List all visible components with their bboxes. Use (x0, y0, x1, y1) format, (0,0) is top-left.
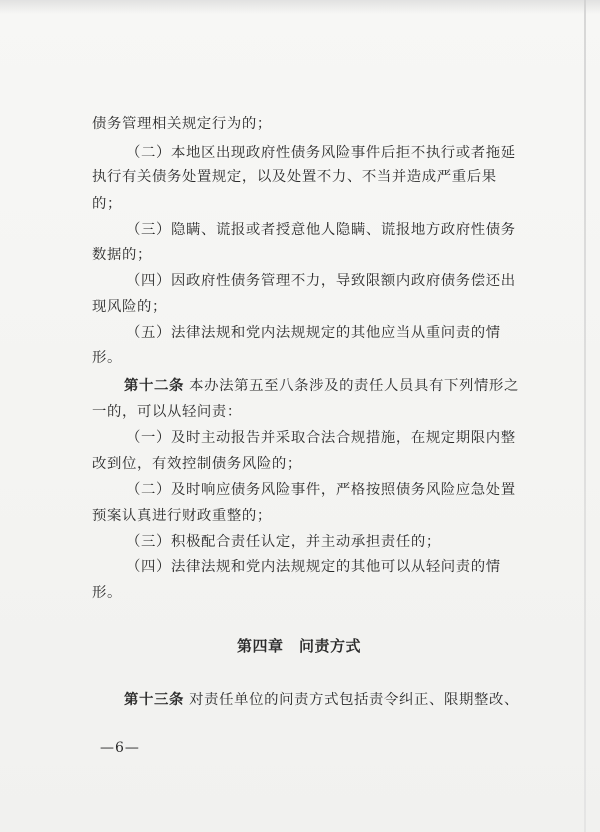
text-line: 一的，可以从轻问责： (92, 404, 242, 420)
text-line: 现风险的； (92, 299, 167, 315)
text-line: （二）及时响应债务风险事件，严格按照债务风险应急处置 (126, 482, 516, 498)
text-line: （三）隐瞒、谎报或者授意他人隐瞒、谎报地方政府性债务 (126, 222, 516, 238)
text-line: 形。 (92, 585, 122, 601)
page-number: —6— (100, 740, 140, 756)
text-line: 形。 (92, 350, 122, 366)
article-label: 第十二条 (124, 378, 184, 394)
article-12-line (124, 376, 519, 396)
text-line: 债务管理相关规定行为的； (92, 116, 272, 132)
text-line: 预案认真进行财政重整的； (92, 508, 272, 524)
text-line: （四）法律法规和党内法规规定的其他可以从轻问责的情 (126, 559, 501, 575)
article-13-line (124, 690, 519, 710)
scan-edge-top (0, 0, 600, 14)
text-line: （四）因政府性债务管理不力，导致限额内政府债务偿还出 (126, 273, 516, 289)
article-label: 第十三条 (124, 692, 184, 708)
scan-edge-right (584, 0, 586, 832)
article-text: 对责任单位的问责方式包括责令纠正、限期整改、 (189, 692, 519, 708)
chapter-heading: 第四章 问责方式 (237, 637, 362, 655)
text-line: （一）及时主动报告并采取合法合规措施，在规定期限内整 (126, 430, 516, 446)
text-line: 改到位，有效控制债务风险的； (92, 456, 302, 472)
article-text: 本办法第五至八条涉及的责任人员具有下列情形之 (189, 378, 519, 394)
text-line: （三）积极配合责任认定，并主动承担责任的； (126, 534, 441, 550)
text-line: （五）法律法规和党内法规规定的其他应当从重问责的情 (126, 325, 501, 341)
text-line: 执行有关债务处置规定，以及处置不力、不当并造成严重后果 (92, 169, 497, 185)
text-line: （二）本地区出现政府性债务风险事件后拒不执行或者拖延 (126, 145, 516, 161)
text-line: 的； (92, 196, 122, 212)
text-line: 数据的； (92, 247, 152, 263)
